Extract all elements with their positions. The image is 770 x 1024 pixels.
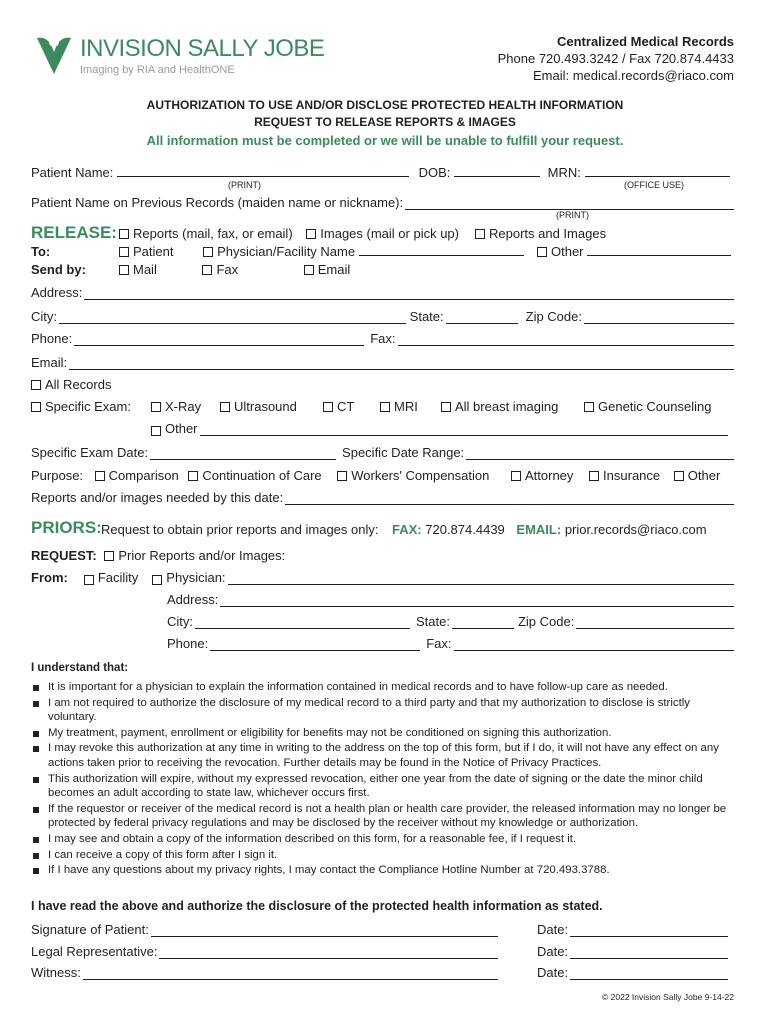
- ultrasound-checkbox[interactable]: [220, 402, 230, 412]
- office-use-note: (OFFICE USE): [624, 180, 684, 190]
- specific-exam-checkbox[interactable]: [31, 402, 41, 412]
- list-item: This authorization will expire, without my expressed revocation, either one year from the date of signing or the date the minor child becomes an adult according to state law, whichever occurs first.: [31, 772, 736, 801]
- images-option: Images (mail or pick up): [320, 226, 459, 241]
- legal-date-row: [537, 944, 728, 959]
- to-physician-option: Physician/Facility Name: [217, 244, 356, 259]
- witness-field[interactable]: [83, 968, 498, 980]
- mrn-field[interactable]: [585, 165, 730, 177]
- witness-label: Witness:: [31, 965, 81, 980]
- to-patient-option: Patient: [133, 244, 174, 259]
- needed-by-row: [31, 490, 734, 505]
- witness-date-field[interactable]: [570, 968, 728, 980]
- exam-date-label: Specific Exam Date:: [31, 445, 149, 460]
- priors-fax-label: FAX:: [392, 522, 422, 537]
- ct-wrap: [323, 399, 354, 414]
- legal-date-field[interactable]: [570, 947, 728, 959]
- mri-option: MRI: [394, 399, 418, 414]
- xray-checkbox[interactable]: [151, 402, 161, 412]
- zip-label: Zip Code:: [525, 309, 582, 324]
- exam-date-row: [31, 445, 734, 460]
- physician-checkbox[interactable]: [152, 575, 162, 585]
- breast-wrap: [441, 399, 558, 414]
- xray-wrap: [151, 399, 201, 414]
- continuation-option: Continuation of Care: [202, 468, 322, 483]
- to-other-field[interactable]: [587, 244, 731, 256]
- priors-email-label: EMAIL:: [516, 522, 562, 537]
- fax-field[interactable]: [398, 334, 735, 346]
- reports-images-option: Reports and Images: [489, 226, 607, 241]
- phone-field[interactable]: [74, 334, 364, 346]
- address-label: Address:: [31, 285, 83, 300]
- purpose-other-option: Other: [687, 468, 721, 483]
- fax-label: Fax:: [370, 331, 396, 346]
- send-by-label: Send by:: [31, 262, 86, 277]
- dept-email: Email: medical.records@riaco.com: [532, 68, 734, 83]
- genetic-wrap: [584, 399, 711, 414]
- purpose-label: Purpose:: [31, 468, 84, 483]
- legal-rep-field[interactable]: [159, 947, 498, 959]
- email-label: Email:: [31, 355, 68, 370]
- prior-fax-field[interactable]: [454, 639, 735, 651]
- workers-comp-checkbox[interactable]: [337, 471, 347, 481]
- ultrasound-wrap: [220, 399, 297, 414]
- signature-date-label: Date:: [537, 922, 569, 937]
- request-row: [31, 548, 285, 563]
- state-label: State:: [409, 309, 444, 324]
- reports-option: Reports (mail, fax, or email): [133, 226, 293, 241]
- mri-wrap: [380, 399, 418, 414]
- exam-other-field[interactable]: [200, 424, 728, 436]
- request-label: REQUEST:: [31, 548, 97, 563]
- facility-checkbox[interactable]: [84, 575, 94, 585]
- send-email-checkbox[interactable]: [304, 265, 314, 275]
- signature-date-row: [537, 922, 728, 937]
- priors-fax: 720.874.4439: [425, 522, 505, 537]
- prior-city-label: City:: [167, 614, 193, 629]
- from-label: From:: [31, 570, 68, 585]
- continuation-checkbox[interactable]: [188, 471, 198, 481]
- needed-by-label: Reports and/or images needed by this date:: [31, 490, 284, 505]
- address-row: [31, 285, 734, 300]
- to-physician-checkbox[interactable]: [203, 247, 213, 257]
- phone-label: Phone:: [31, 331, 73, 346]
- facility-option: Facility: [97, 570, 139, 585]
- print-note: (PRINT): [228, 180, 261, 190]
- previous-name-row: [31, 195, 734, 210]
- from-row: [31, 570, 734, 585]
- prior-phone-field[interactable]: [210, 639, 420, 651]
- purpose-row-2: [511, 468, 720, 483]
- send-options: [119, 262, 350, 277]
- attorney-option: Attorney: [525, 468, 574, 483]
- city-row: [31, 309, 734, 324]
- prior-fax-label: Fax:: [426, 636, 452, 651]
- prior-address-label: Address:: [167, 592, 219, 607]
- send-mail-option: Mail: [133, 262, 157, 277]
- footer-copyright: © 2022 Invision Sally Jobe 9-14-22: [602, 992, 734, 1002]
- prior-city-row: [167, 614, 734, 629]
- list-item: It is important for a physician to explain the information contained in medical records and to have follow-up care as needed.: [31, 680, 736, 695]
- insurance-option: Insurance: [603, 468, 661, 483]
- reports-checkbox[interactable]: [119, 229, 129, 239]
- address-field[interactable]: [84, 288, 734, 300]
- all-records-option: All Records: [45, 377, 112, 392]
- purpose-other-checkbox[interactable]: [674, 471, 684, 481]
- prior-reports-option: Prior Reports and/or Images:: [118, 548, 286, 563]
- prior-phone-label: Phone:: [167, 636, 209, 651]
- priors-desc: Request to obtain prior reports and images only:: [101, 522, 379, 537]
- dob-field[interactable]: [454, 165, 540, 177]
- patient-name-row: [31, 165, 730, 180]
- mri-checkbox[interactable]: [380, 402, 390, 412]
- prev-print-note: (PRINT): [556, 210, 589, 220]
- prior-state-field[interactable]: [452, 617, 514, 629]
- to-other-checkbox[interactable]: [537, 247, 547, 257]
- send-fax-checkbox[interactable]: [202, 265, 212, 275]
- prior-address-field[interactable]: [220, 595, 734, 607]
- attorney-checkbox[interactable]: [511, 471, 521, 481]
- purpose-row: [31, 468, 489, 483]
- breast-imaging-option: All breast imaging: [455, 399, 559, 414]
- priors-contact: [392, 522, 707, 537]
- ct-option: CT: [337, 399, 355, 414]
- to-patient-checkbox[interactable]: [119, 247, 129, 257]
- send-fax-option: Fax: [216, 262, 239, 277]
- genetic-checkbox[interactable]: [584, 402, 594, 412]
- city-field[interactable]: [59, 312, 406, 324]
- physician-option: Physician:: [166, 570, 226, 585]
- form-warning: All information must be completed or we will be unable to fulfill your request.: [146, 133, 624, 148]
- witness-row: [31, 965, 498, 980]
- to-other-wrap: [537, 244, 731, 259]
- list-item: I am not required to authorize the disclosure of my medical record to a third party and that my authorization to disclose is strictly voluntary.: [31, 696, 736, 725]
- needed-by-field[interactable]: [285, 493, 734, 505]
- list-item: I can receive a copy of this form after I sign it.: [31, 848, 736, 863]
- list-item: I may see and obtain a copy of the information described on this form, for a reasonable fee, if I request it.: [31, 832, 736, 847]
- dob-label: DOB:: [418, 165, 451, 180]
- list-item: I may revoke this authorization at any time in writing to the address on the top of this form, but if I do, it will not have any effect on any actions taken prior to receiving the revocation. Further details may be found in the Notice of Privacy Practices.: [31, 741, 736, 770]
- to-other-option: Other: [551, 244, 584, 259]
- comparison-option: Comparison: [108, 468, 179, 483]
- prior-state-label: State:: [416, 614, 450, 629]
- exam-other-row: [151, 421, 728, 436]
- patient-name-label: Patient Name:: [31, 165, 114, 180]
- authorization-statement: I have read the above and authorize the disclosure of the protected health information as stated.: [31, 899, 603, 913]
- email-field[interactable]: [69, 358, 734, 370]
- understand-list: [31, 680, 736, 879]
- signature-row: [31, 922, 498, 937]
- mrn-label: MRN:: [547, 165, 581, 180]
- legal-date-label: Date:: [537, 944, 569, 959]
- date-range-label: Specific Date Range:: [342, 445, 465, 460]
- witness-date-label: Date:: [537, 965, 569, 980]
- exam-date-field[interactable]: [150, 448, 336, 460]
- physician-name-field[interactable]: [359, 244, 524, 256]
- reports-images-checkbox[interactable]: [475, 229, 485, 239]
- understand-heading: I understand that:: [31, 662, 129, 674]
- prior-zip-field[interactable]: [576, 617, 734, 629]
- images-checkbox[interactable]: [306, 229, 316, 239]
- workers-comp-option: Workers' Compensation: [351, 468, 490, 483]
- release-type-options: [119, 226, 459, 241]
- logo-tagline: Imaging by RIA and HealthONE: [80, 64, 235, 76]
- signature-field[interactable]: [151, 925, 498, 937]
- prior-zip-label: Zip Code:: [517, 614, 575, 629]
- form-subtitle: REQUEST TO RELEASE REPORTS & IMAGES: [254, 115, 516, 129]
- patient-name-field[interactable]: [117, 165, 409, 177]
- state-field[interactable]: [446, 312, 518, 324]
- prior-phone-row: [167, 636, 734, 651]
- phone-row: [31, 331, 734, 346]
- zip-field[interactable]: [584, 312, 734, 324]
- all-records-wrap: [31, 377, 111, 392]
- form-title: AUTHORIZATION TO USE AND/OR DISCLOSE PROTECTED HEALTH INFORMATION: [146, 98, 624, 112]
- breast-imaging-checkbox[interactable]: [441, 402, 451, 412]
- priors-heading: PRIORS:: [31, 518, 102, 537]
- all-records-checkbox[interactable]: [31, 380, 41, 390]
- logo-mark-icon: [33, 34, 75, 78]
- list-item: My treatment, payment, enrollment or eligibility for benefits may not be conditioned on signing this authorization.: [31, 726, 736, 741]
- to-options: [119, 244, 524, 259]
- legal-rep-row: [31, 944, 498, 959]
- both-option-wrap: [475, 226, 606, 241]
- specific-exam-wrap: [31, 399, 131, 414]
- dept-title: Centralized Medical Records: [557, 34, 734, 49]
- prior-city-field[interactable]: [195, 617, 410, 629]
- priors-email: prior.records@riaco.com: [564, 522, 707, 537]
- previous-name-label: Patient Name on Previous Records (maiden name or nickname):: [31, 195, 404, 210]
- to-label: To:: [31, 244, 51, 259]
- city-label: City:: [31, 309, 57, 324]
- xray-option: X-Ray: [165, 399, 202, 414]
- release-heading: RELEASE:: [31, 223, 117, 242]
- signature-label: Signature of Patient:: [31, 922, 149, 937]
- previous-name-field[interactable]: [405, 198, 734, 210]
- exam-other-checkbox[interactable]: [151, 426, 161, 436]
- send-mail-checkbox[interactable]: [119, 265, 129, 275]
- signature-date-field[interactable]: [570, 925, 728, 937]
- list-item: If the requestor or receiver of the medical record is not a health plan or health care provider, the released information may no longer be protected by federal privacy regulations and may be disclosed by the receiver without my knowledge or authorization.: [31, 802, 736, 831]
- list-item: If I have any questions about my privacy rights, I may contact the Compliance Hotline Number at 720.493.3788.: [31, 863, 736, 878]
- witness-date-row: [537, 965, 728, 980]
- logo-name: INVISION SALLY JOBE: [80, 35, 325, 62]
- physician-field[interactable]: [228, 573, 734, 585]
- exam-other-option: Other: [165, 421, 198, 436]
- legal-rep-label: Legal Representative:: [31, 944, 158, 959]
- genetic-option: Genetic Counseling: [598, 399, 712, 414]
- insurance-checkbox[interactable]: [589, 471, 599, 481]
- specific-exam-option: Specific Exam:: [45, 399, 131, 414]
- comparison-checkbox[interactable]: [95, 471, 105, 481]
- dept-phone-fax: Phone 720.493.3242 / Fax 720.874.4433: [497, 51, 734, 66]
- prior-reports-checkbox[interactable]: [104, 551, 114, 561]
- prior-address-row: [167, 592, 734, 607]
- ct-checkbox[interactable]: [323, 402, 333, 412]
- ultrasound-option: Ultrasound: [234, 399, 297, 414]
- send-email-option: Email: [317, 262, 351, 277]
- email-row: [31, 355, 734, 370]
- date-range-field[interactable]: [466, 448, 734, 460]
